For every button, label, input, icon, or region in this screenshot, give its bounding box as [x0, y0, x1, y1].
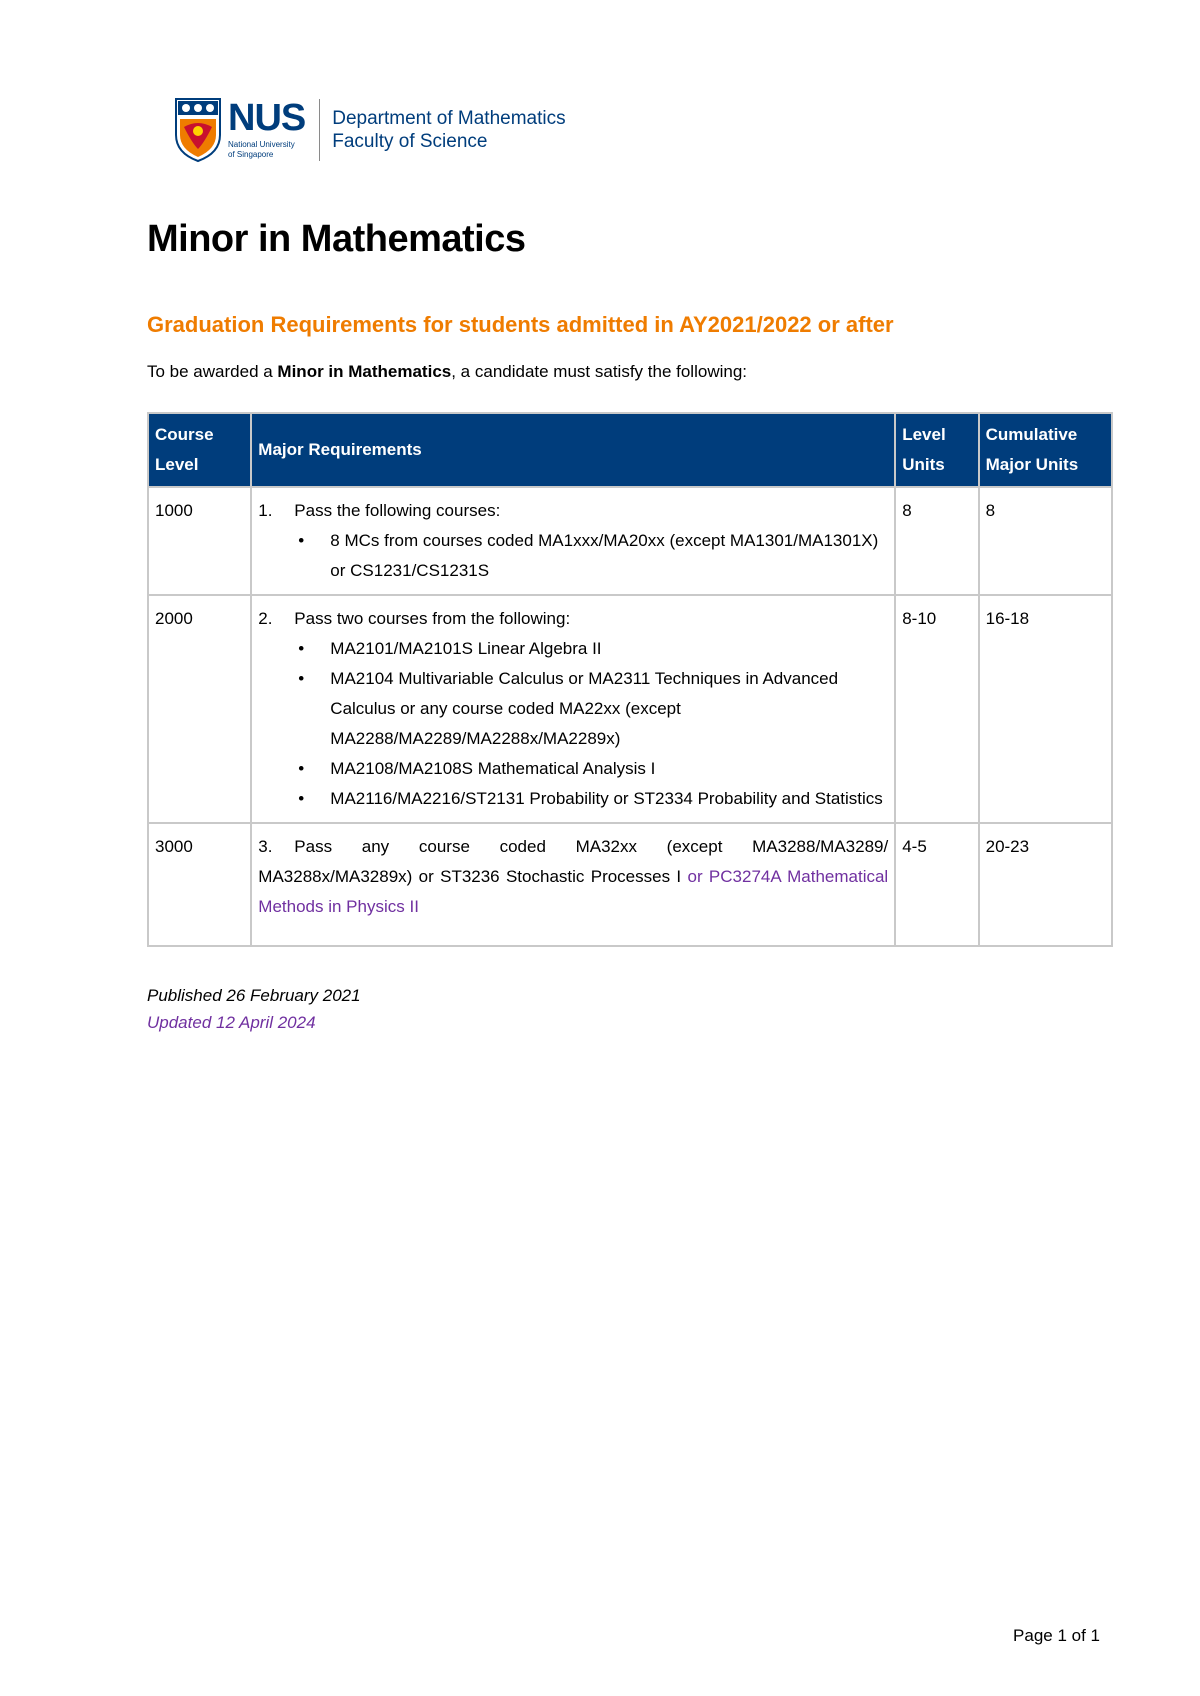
course-level-cell: 3000: [148, 823, 251, 946]
updated-date: Updated 12 April 2024: [147, 1013, 316, 1032]
table-row: [148, 823, 1112, 946]
level-units-cell: 8-10: [895, 595, 978, 823]
table-row: [148, 487, 1112, 595]
requirement-cell: [251, 595, 895, 823]
requirement-cell: [251, 823, 895, 946]
course-level-cell: 2000: [148, 595, 251, 823]
intro-text-before: To be awarded a: [147, 362, 278, 381]
course-level-cell: 1000: [148, 487, 251, 595]
requirement-bullet: • MA2101/MA2101S Linear Algebra II: [294, 634, 888, 664]
header-level-units: Level Units: [895, 413, 978, 487]
cumulative-units-cell: 16-18: [979, 595, 1112, 823]
requirement-number: 2.: [258, 609, 273, 628]
requirement-number: 1.: [258, 501, 273, 520]
requirement-bullet: • 8 MCs from courses coded MA1xxx/MA20xx (except MA1301/MA1301X) or CS1231/CS1231S: [294, 526, 888, 586]
level-units-cell: 4-5: [895, 823, 978, 946]
intro-paragraph: [147, 362, 747, 382]
cumulative-units-cell: 8: [979, 487, 1112, 595]
requirement-bullet: • MA2108/MA2108S Mathematical Analysis I: [294, 754, 888, 784]
header-major-requirements: Major Requirements: [251, 413, 895, 487]
requirement-number: 3.: [258, 837, 273, 856]
page-title: Minor in Mathematics: [147, 218, 526, 260]
table-row: [148, 595, 1112, 823]
header-cumulative-units: Cumulative Major Units: [979, 413, 1112, 487]
nus-subtext-line2: of Singapore: [228, 150, 274, 159]
requirement-lead: Pass the following courses:: [294, 501, 501, 520]
nus-wordmark: NUS: [228, 97, 306, 139]
level-units-cell: 8: [895, 487, 978, 595]
header-course-level: Course Level: [148, 413, 251, 487]
requirement-text: Pass any course coded MA32xx (except MA3288/MA3289/ MA3288x/MA3289x) or ST3236 Stochastic Processes I: [258, 837, 889, 886]
requirement-lead: Pass two courses from the following:: [294, 609, 571, 628]
requirement-bullet: • MA2116/MA2216/ST2131 Probability or ST2334 Probability and Statistics: [294, 784, 888, 814]
faculty-name: Faculty of Science: [332, 131, 488, 152]
published-date: Published 26 February 2021: [147, 986, 361, 1005]
page-number: Page 1 of 1: [1013, 1626, 1100, 1645]
requirement-bullet: • MA2104 Multivariable Calculus or MA2311 Techniques in Advanced Calculus or any course coded MA22xx (except MA2288/MA2289/MA2288x/MA2289x): [294, 664, 888, 754]
nus-crest-icon: [174, 97, 222, 163]
requirement-update-text: or PC3274A Mathematical Methods in Physics II: [258, 867, 889, 916]
intro-text-bold: Minor in Mathematics: [277, 362, 452, 381]
section-heading: Graduation Requirements for students admitted in AY2021/2022 or after: [147, 312, 894, 337]
nus-subtext-line1: National University: [228, 140, 295, 149]
requirement-cell: [251, 487, 895, 595]
header-divider: [319, 99, 320, 161]
table-header-row: [148, 413, 1112, 487]
cumulative-units-cell: 20-23: [979, 823, 1112, 946]
nus-logo: [174, 96, 566, 164]
department-name: Department of Mathematics: [332, 108, 566, 129]
intro-text-after: , a candidate must satisfy the following:: [451, 362, 747, 381]
requirements-table: [147, 412, 1113, 947]
